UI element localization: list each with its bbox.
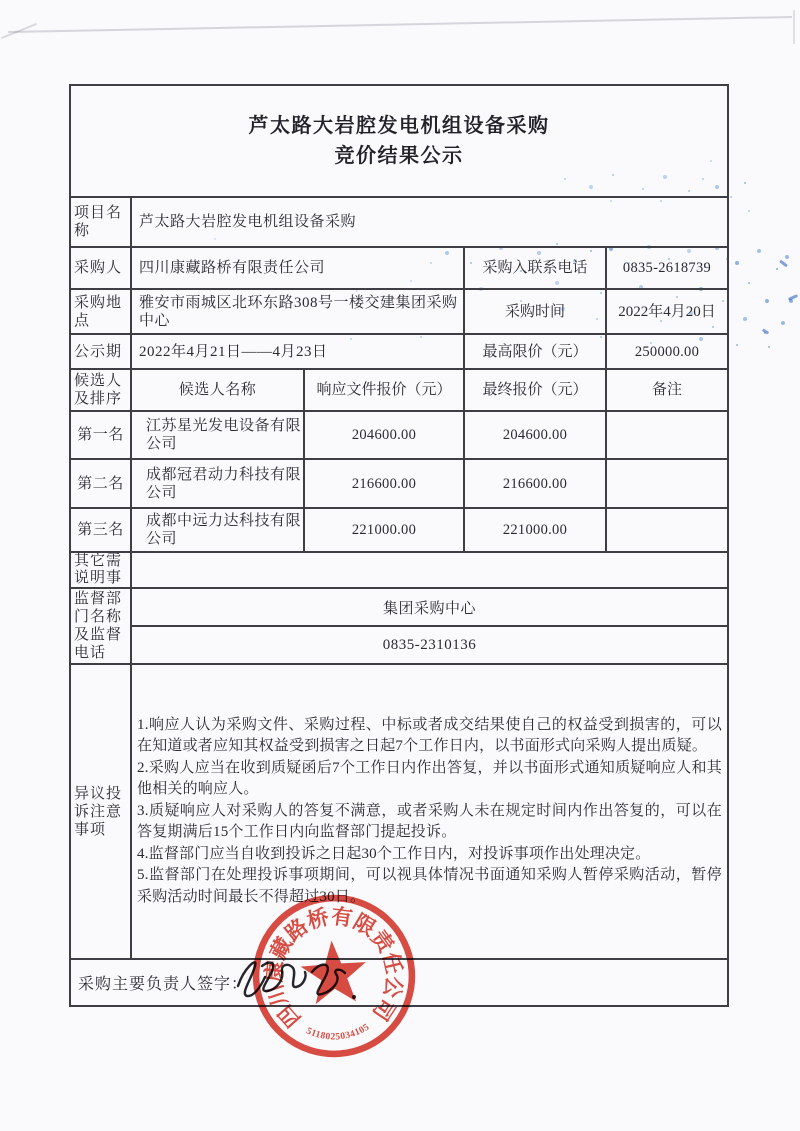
candidate-remark	[607, 412, 727, 458]
publicity-period-value: 2022年4月21日——4月23日	[132, 335, 465, 368]
scan-ink-mark	[779, 260, 788, 268]
objection-notice-body	[132, 665, 727, 958]
location-label: 采购地点	[71, 290, 132, 333]
candidate-row	[71, 412, 727, 460]
final-column-header: 最终报价（元）	[465, 370, 607, 410]
objection-item: 5.监督部门在处理投诉事项期间，可以视具体情况书面通知采购人暂停采购活动，暂停采购活动时间最长不得超过30日。	[137, 867, 722, 905]
supervision-phone: 0835-2310136	[382, 636, 477, 653]
supervision-department: 集团采购中心	[132, 589, 727, 627]
candidate-rank: 第一名	[71, 412, 132, 458]
location-value: 雅安市雨城区北环东路308号一楼交建集团采购中心	[132, 290, 465, 333]
candidate-bid: 216600.00	[305, 460, 465, 507]
max-price-value: 250000.00	[634, 343, 700, 360]
bid-result-table	[69, 84, 729, 960]
candidates-header-row	[71, 370, 727, 412]
objection-item: 2.采购人应当在收到质疑函后7个工作日内作出答复，并以书面形式通知质疑响应人和其他相关的响应人。	[137, 759, 722, 798]
scan-noise-speckles	[0, 0, 2, 2]
document-title-cell	[71, 86, 727, 198]
supervision-row	[71, 589, 727, 665]
publicity-period-row	[71, 335, 727, 370]
buyer-value: 四川康藏路桥有限责任公司	[132, 248, 465, 288]
scan-noise-speckles	[0, 0, 2, 2]
scan-ink-mark	[762, 328, 770, 334]
supervision-label: 监督部门名称及监督电话	[71, 589, 132, 663]
buyer-phone-label: 采购入联系电话	[465, 248, 607, 288]
candidate-bid: 221000.00	[305, 509, 465, 551]
company-seal-stamp	[242, 884, 426, 1068]
buyer-label: 采购人	[71, 248, 132, 288]
candidate-final-price: 216600.00	[465, 460, 607, 507]
project-name-value: 芦太路大岩腔发电机组设备采购	[139, 214, 357, 230]
candidate-final-price: 204600.00	[465, 412, 607, 458]
candidate-row	[71, 509, 727, 553]
rank-column-header: 候选人及排序	[71, 370, 132, 410]
other-notes-value	[132, 553, 727, 587]
document-title-line2: 竞价结果公示	[334, 145, 464, 167]
svg-text:5118025034105	[304, 1021, 372, 1044]
objection-item: 3.质疑响应人对采购人的答复不满意，或者采购人未在规定时间内作出答复的，可以在答复期满后15个工作日内向监督部门提起投诉。	[137, 802, 722, 841]
purchase-time-label: 采购时间	[465, 290, 607, 333]
supervision-values	[132, 589, 727, 663]
project-name-label: 项目名称	[71, 198, 132, 246]
objection-item: 4.监督部门应当自收到投诉之日起30个工作日内，对投诉事项作出处理决定。	[137, 845, 651, 862]
candidate-bid: 204600.00	[305, 412, 465, 458]
candidate-row	[71, 460, 727, 509]
seal-serial-number: 5118025034105	[304, 1021, 372, 1043]
candidate-rank: 第二名	[71, 460, 132, 507]
buyer-row	[71, 248, 727, 290]
seal-star-icon	[299, 938, 369, 1005]
candidate-final-price: 221000.00	[465, 509, 607, 551]
candidate-remark	[607, 509, 727, 551]
candidate-name: 成都冠君动力科技有限公司	[132, 460, 305, 507]
other-notes-label: 其它需说明事	[71, 553, 132, 587]
location-row	[71, 290, 727, 335]
objection-notice-label: 异议投诉注意事项	[71, 665, 132, 958]
document-title-line1: 芦太路大岩腔发电机组设备采购	[248, 115, 550, 137]
scan-noise-speckles	[0, 0, 2, 2]
paper-edge-top	[8, 16, 792, 33]
seal-company-name: 四川康藏路桥有限责任公司	[261, 904, 407, 1032]
signature-label: 采购主要负责人签字：	[78, 976, 249, 993]
candidate-rank: 第三名	[71, 509, 132, 551]
objection-item: 1.响应人认为采购文件、采购过程、中标或者成交结果使自己的权益受到损害的，可以在知道或者应知其权益受到损害之日起7个工作日内，以书面形式向采购人提出质疑。	[137, 716, 722, 755]
other-notes-row	[71, 553, 727, 589]
paper-edge-right	[793, 10, 795, 44]
candidate-name: 江苏星光发电设备有限公司	[132, 412, 305, 458]
bid-column-header: 响应文件报价（元）	[305, 370, 465, 410]
max-price-label: 最高限价（元）	[465, 335, 607, 368]
scan-ink-mark	[788, 294, 798, 301]
purchase-time-value: 2022年4月20日	[618, 303, 716, 320]
name-column-header: 候选人名称	[132, 370, 305, 410]
buyer-phone-value: 0835-2618739	[622, 260, 712, 276]
project-name-row	[71, 198, 727, 248]
publicity-period-label: 公示期	[71, 335, 132, 368]
candidate-remark	[607, 460, 727, 507]
remark-column-header: 备注	[651, 382, 682, 398]
candidate-name: 成都中远力达科技有限公司	[132, 509, 305, 551]
